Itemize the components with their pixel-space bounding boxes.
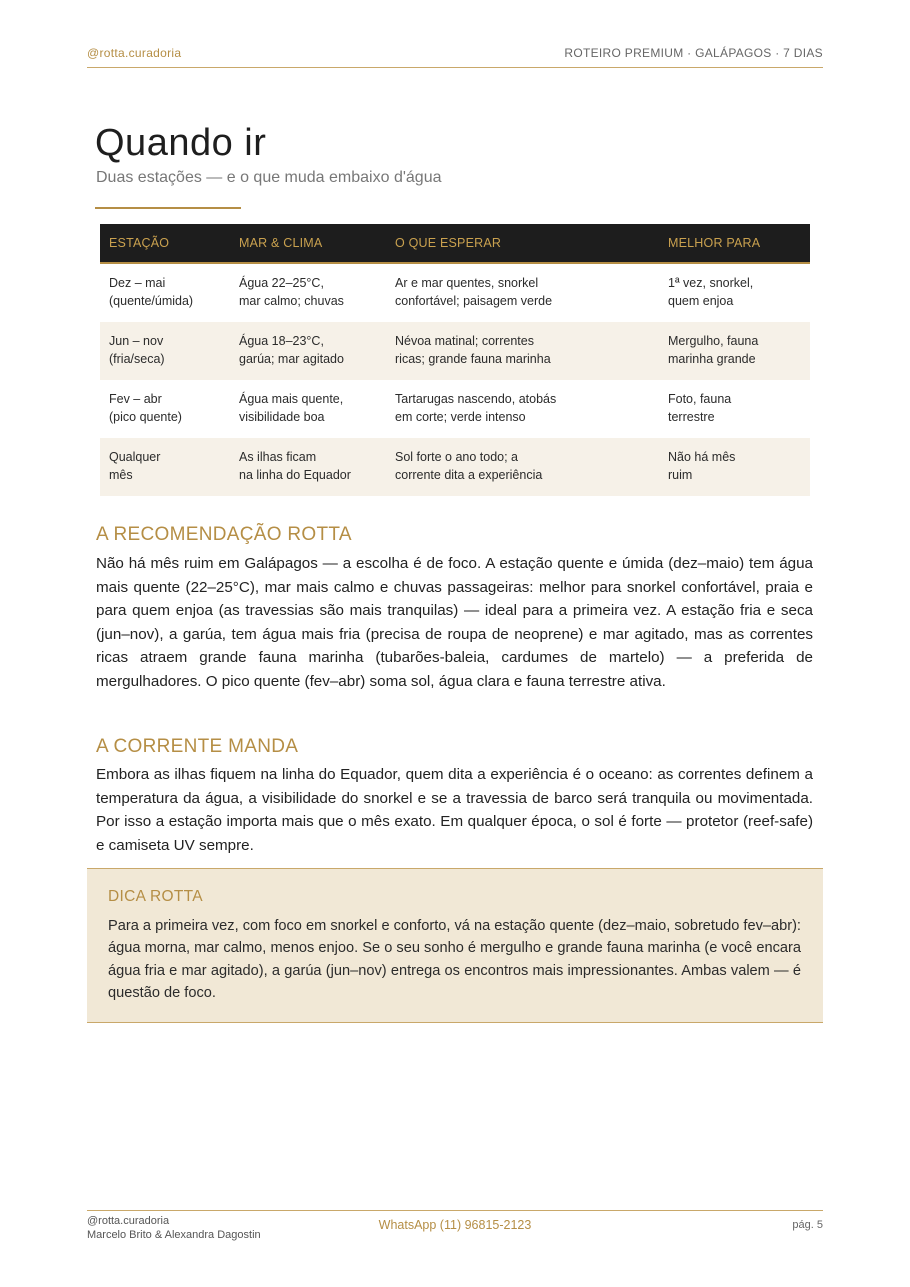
table-row (100, 380, 810, 438)
column-header-expect: O QUE ESPERAR (386, 224, 659, 263)
section-body-current: Embora as ilhas fiquem na linha do Equador, quem dita a experiência é o oceano: as correntes definem a temperatura da água, a visibilidade do snorkel e se a travessia de barco será tranquila ou movimentada. Por isso a estação importa mais que o mês exato. Em qualquer época, o sol é forte — protetor (reef-safe) e camiseta UV sempre. (96, 766, 813, 854)
table-cell (386, 438, 659, 496)
table-cell (100, 322, 230, 380)
tip-body: Para a primeira vez, com foco em snorkel e conforto, vá na estação quente (dez–maio, sobretudo fev–abr): água morna, mar calmo, menos enjoo. Se o seu sonho é mergulho e grande fauna marinha (e você encara água fria e mar agitado), a garúa (jun–nov) entrega os encontros mais impressionantes. Ambas valem — é questão de foco. (108, 918, 801, 1001)
table-cell (100, 263, 230, 322)
section-body-recommendation: Não há mês ruim em Galápagos — a escolha é de foco. A estação quente e úmida (dez–maio) tem água mais quente (22–25°C), mar mais calmo e chuvas passageiras: melhor para snorkel confortável, praia e para quem enjoa (as travessias são mais tranquilas) — ideal para a primeira vez. A estação fria e seca (jun–nov), a garúa, tem água mais fria (precisa de roupa de neoprene) e mar agitado, mas as correntes ricas atraem grande fauna marinha (tubarões-baleia, cardumes de martelo) — a preferida de mergulhadores. O pico quente (fev–abr) soma sol, água clara e fauna terrestre ativa. (96, 555, 813, 690)
footer-whatsapp: WhatsApp (11) 96815-2123 (378, 1218, 532, 1232)
cell-line: visibilidade boa (239, 410, 325, 424)
footer-handle: @rotta.curadoria (87, 1215, 170, 1227)
cell-line: mês (109, 468, 133, 482)
cell-line: Névoa matinal; correntes (395, 334, 534, 348)
cell-line: Ar e mar quentes, snorkel (395, 276, 539, 290)
table-row (100, 263, 810, 322)
cell-line: As ilhas ficam (239, 450, 317, 464)
table-cell (659, 322, 810, 380)
table-cell (230, 380, 386, 438)
section-heading-current: A CORRENTE MANDA (96, 736, 299, 757)
cell-line: em corte; verde intenso (395, 410, 526, 424)
footer-page-number: pág. 5 (792, 1219, 823, 1231)
table-cell (230, 322, 386, 380)
table-cell (659, 380, 810, 438)
table-cell (659, 438, 810, 496)
cell-line: 1ª vez, snorkel, (668, 276, 754, 290)
cell-line: Foto, fauna (668, 392, 732, 406)
cell-line: (quente/úmida) (109, 294, 194, 308)
cell-line: garúa; mar agitado (239, 352, 344, 366)
header-handle: @rotta.curadoria (87, 46, 182, 60)
section-heading-recommendation: A RECOMENDAÇÃO ROTTA (96, 524, 352, 545)
cell-line: terrestre (668, 410, 715, 424)
cell-line: corrente dita a experiência (395, 468, 543, 482)
table-cell (659, 263, 810, 322)
column-header-best-for: MELHOR PARA (659, 224, 810, 263)
column-header-sea-climate: MAR & CLIMA (230, 224, 386, 263)
cell-line: Água mais quente, (239, 392, 344, 406)
tip-heading: DICA ROTTA (108, 888, 203, 905)
table-cell (100, 380, 230, 438)
cell-line: ricas; grande fauna marinha (395, 352, 551, 366)
seasons-table (100, 224, 810, 496)
cell-line: marinha grande (668, 352, 756, 366)
column-header-season: ESTAÇÃO (100, 224, 230, 263)
page-subtitle: Duas estações — e o que muda embaixo d'água (96, 169, 442, 186)
table-cell (386, 322, 659, 380)
cell-line: quem enjoa (668, 294, 734, 308)
cell-line: Mergulho, fauna (668, 334, 759, 348)
table-cell (386, 263, 659, 322)
cell-line: confortável; paisagem verde (395, 294, 553, 308)
cell-line: Sol forte o ano todo; a (395, 450, 519, 464)
cell-line: Dez – mai (109, 276, 166, 290)
table-row (100, 322, 810, 380)
footer-authors: Marcelo Brito & Alexandra Dagostin (87, 1229, 261, 1241)
cell-line: Fev – abr (109, 392, 162, 406)
table-cell (230, 263, 386, 322)
cell-line: Água 18–23°C, (239, 334, 324, 348)
tip-box (87, 868, 823, 1023)
page-title: Quando ir (95, 122, 267, 164)
cell-line: (pico quente) (109, 410, 182, 424)
cell-line: (fria/seca) (109, 352, 165, 366)
page-header (87, 46, 823, 68)
cell-line: na linha do Equador (239, 468, 351, 482)
cell-line: Tartarugas nascendo, atobás (395, 392, 557, 406)
header-doc-title: ROTEIRO PREMIUM · GALÁPAGOS · 7 DIAS (564, 46, 823, 60)
table-cell (386, 380, 659, 438)
cell-line: Jun – nov (109, 334, 164, 348)
cell-line: Não há mês (668, 450, 736, 464)
title-underline (95, 207, 241, 209)
cell-line: Água 22–25°C, (239, 276, 324, 290)
table-row (100, 438, 810, 496)
table-cell (100, 438, 230, 496)
table-header-row (100, 224, 810, 263)
page-footer (87, 1210, 823, 1241)
cell-line: mar calmo; chuvas (239, 294, 344, 308)
cell-line: ruim (668, 468, 693, 482)
cell-line: Qualquer (109, 450, 161, 464)
table-cell (230, 438, 386, 496)
